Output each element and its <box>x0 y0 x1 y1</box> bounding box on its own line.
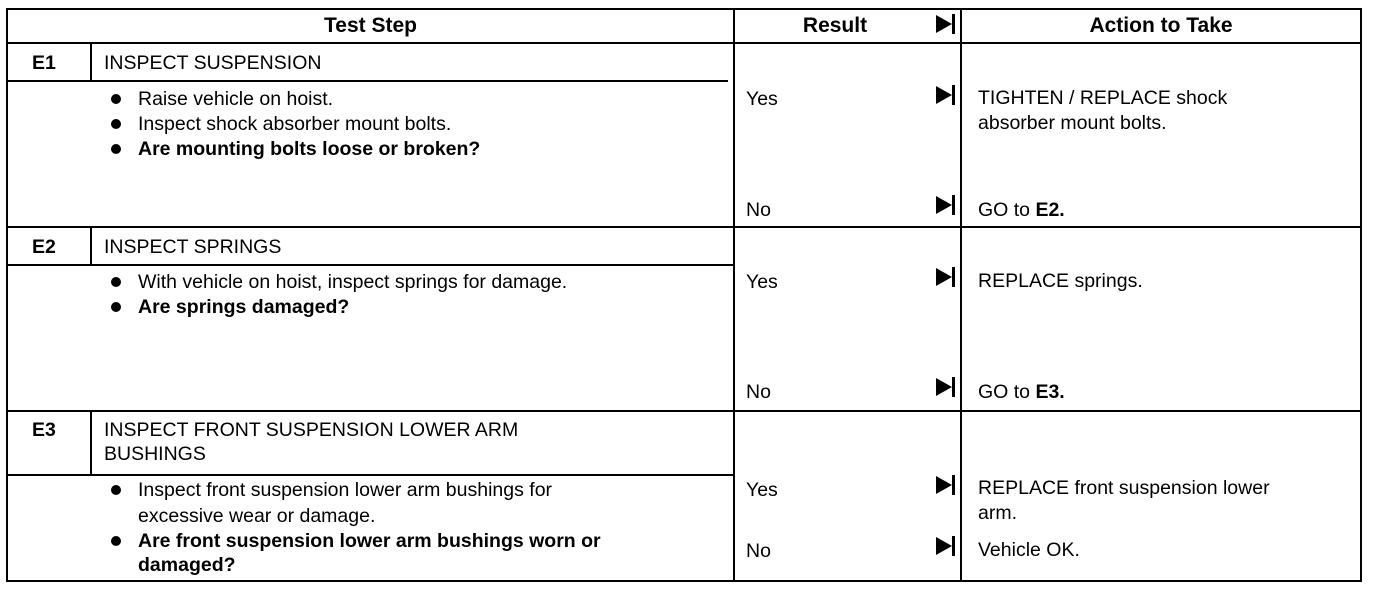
code-divider-e2 <box>90 228 92 264</box>
bullet-icon <box>111 277 121 287</box>
step-code-e2: E2 <box>32 236 56 258</box>
bullet-icon <box>111 94 121 104</box>
step-question-line2: damaged? <box>138 554 236 576</box>
arrow-icon <box>936 476 952 494</box>
bullet-icon <box>111 302 121 312</box>
step-code-e3: E3 <box>32 419 56 441</box>
action-no-e2 <box>978 379 1065 405</box>
action-yes-e3-line2: arm. <box>978 502 1017 524</box>
step-title-e2: INSPECT SPRINGS <box>104 236 282 258</box>
step-item: Inspect shock absorber mount bolts. <box>138 113 452 135</box>
step-divider-e3 <box>6 410 1362 412</box>
action-yes-e2: REPLACE springs. <box>978 270 1143 292</box>
step-ref[interactable]: E3. <box>1035 381 1065 403</box>
header-arrow-icon <box>936 15 952 33</box>
arrow-icon <box>936 537 952 555</box>
step-question: Are springs damaged? <box>138 296 350 318</box>
bullet-icon <box>111 119 121 129</box>
result-no-e3: No <box>746 540 771 562</box>
step-title-e3: INSPECT FRONT SUSPENSION LOWER ARM <box>104 419 519 441</box>
action-no-e1 <box>978 197 1065 223</box>
action-no-e3: Vehicle OK. <box>978 539 1080 561</box>
header-test-step: Test Step <box>324 14 417 37</box>
arrow-bar <box>952 377 955 397</box>
code-divider-e1 <box>90 44 92 80</box>
result-yes-e2: Yes <box>746 271 778 293</box>
table-border-bottom <box>6 580 1362 582</box>
title-divider-e2 <box>6 264 734 266</box>
result-no-e2: No <box>746 381 771 403</box>
table-border-left <box>6 8 8 582</box>
step-item: Inspect front suspension lower arm bushings for <box>138 479 553 501</box>
step-code-e1: E1 <box>32 52 56 74</box>
arrow-icon <box>936 86 952 104</box>
step-title-e1: INSPECT SUSPENSION <box>104 52 322 74</box>
column-divider-action <box>960 8 962 582</box>
step-title-e3-line2: BUSHINGS <box>104 443 206 465</box>
bullet-icon <box>111 536 121 546</box>
arrow-icon <box>936 378 952 396</box>
result-no-e1: No <box>746 199 771 221</box>
header-result: Result <box>802 14 868 37</box>
action-yes-e1: TIGHTEN / REPLACE shock <box>978 87 1228 109</box>
header-arrow-bar <box>952 14 955 34</box>
action-prefix: GO to <box>978 381 1036 403</box>
step-ref[interactable]: E2. <box>1035 199 1065 221</box>
result-yes-e3: Yes <box>746 479 778 501</box>
step-item: With vehicle on hoist, inspect springs for damage. <box>138 271 568 293</box>
arrow-bar <box>952 475 955 495</box>
table-border-top <box>6 8 1362 10</box>
title-divider-e1 <box>6 80 728 82</box>
result-yes-e1: Yes <box>746 88 778 110</box>
action-prefix: GO to <box>978 199 1036 221</box>
arrow-bar <box>952 195 955 215</box>
step-question: Are mounting bolts loose or broken? <box>138 138 481 160</box>
bullet-icon <box>111 485 121 495</box>
bullet-icon <box>111 144 121 154</box>
header-action: Action to Take <box>1089 14 1233 37</box>
arrow-bar <box>952 267 955 287</box>
action-yes-e3: REPLACE front suspension lower <box>978 477 1270 499</box>
step-divider-e2 <box>6 226 1362 228</box>
arrow-icon <box>936 268 952 286</box>
step-item: Raise vehicle on hoist. <box>138 88 334 110</box>
arrow-bar <box>952 536 955 556</box>
arrow-bar <box>952 85 955 105</box>
action-yes-e1-line2: absorber mount bolts. <box>978 112 1167 134</box>
step-question: Are front suspension lower arm bushings worn or <box>138 530 601 552</box>
step-item-line2: excessive wear or damage. <box>138 505 376 527</box>
arrow-icon <box>936 196 952 214</box>
column-divider-result <box>733 8 735 582</box>
header-divider <box>6 42 1362 44</box>
title-divider-e3 <box>6 474 734 476</box>
table-border-right <box>1360 8 1362 582</box>
code-divider-e3 <box>90 412 92 474</box>
